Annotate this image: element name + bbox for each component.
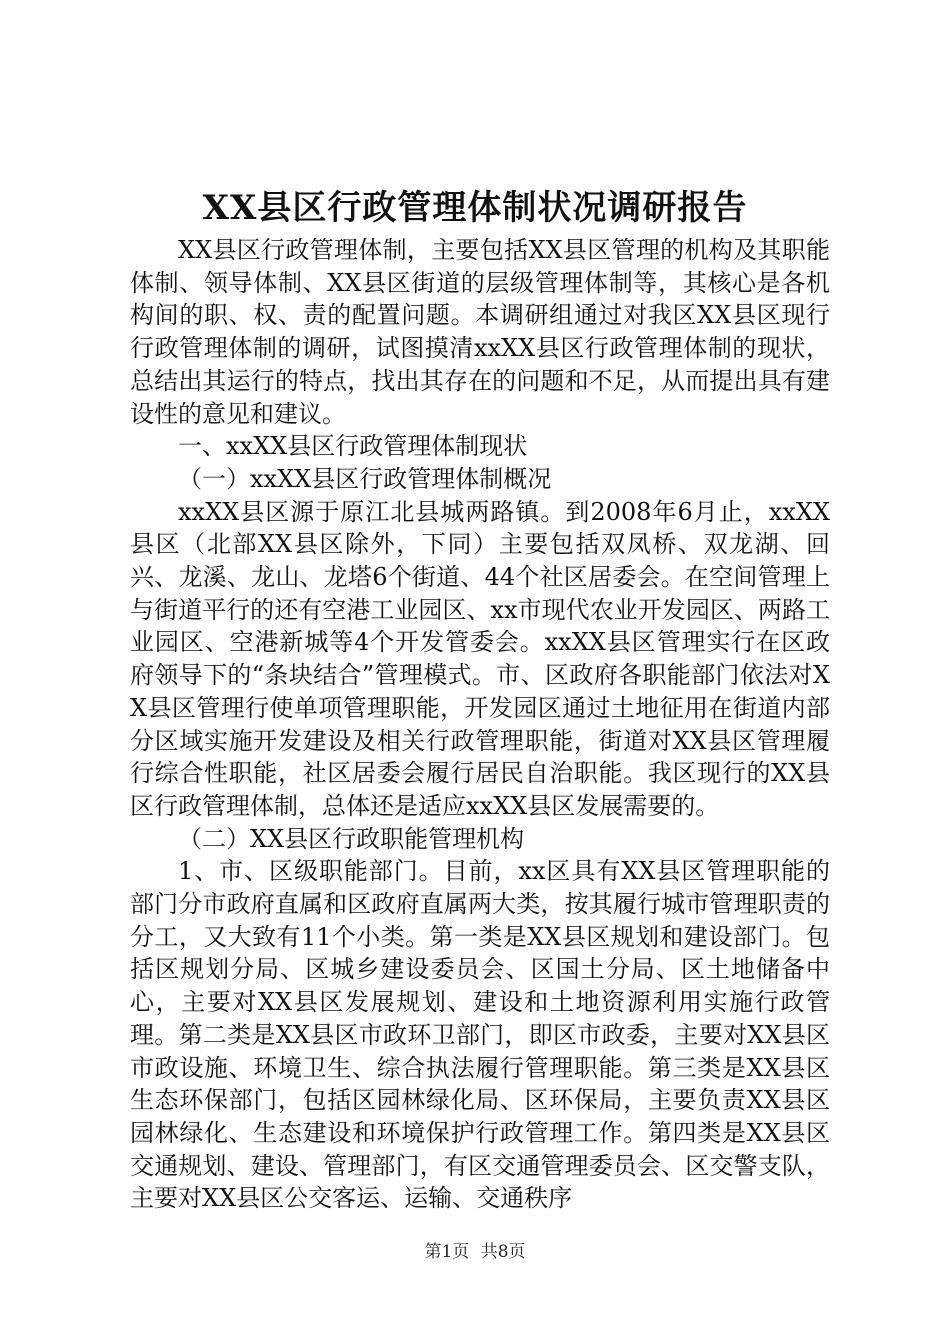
section-heading-1: 一、xxXX县区行政管理体制现状 [178,432,528,461]
page-footer: 第1页 共8页 [424,1242,526,1262]
overview-paragraph: xxXX县区源于原江北县城两路镇。到2008年6月止，xxXX县区（北部XX县区除外，下同）主要包括双凤桥、双龙湖、回兴、龙溪、龙山、龙塔6个街道、44个社区居委会。在空间管理上与街道平行的还有空港工业园区、xx市现代农业开发园区、两路工业园区、空港新城等4个开发管委会。xxXX县区管理实行在区政府领导下的“条块结合”管理模式。市、区政府各职能部门依法对XX县区管理行使单项管理职能，开发园区通过土地征用在街道内部分区域实施开发建设及相关行政管理职能，街道对XX县区管理履行综合性职能，社区居委会履行居民自治职能。我区现行的XX县区行政管理体制，总体还是适应xxXX县区发展需要的。 [130,497,830,820]
document-body [130,234,830,1215]
subsection-heading-2: （二）XX县区行政职能管理机构 [178,824,525,853]
intro-paragraph: XX县区行政管理体制，主要包括XX县区管理的机构及其职能体制、领导体制、XX县区街道的层级管理体制等，其核心是各机构间的职、权、责的配置问题。本调研组通过对我区XX县区现行行政管理体制的调研，试图摸清xxXX县区行政管理体制的现状，总结出其运行的特点，找出其存在的问题和不足，从而提出具有建设性的意见和建议。 [130,236,830,428]
departments-paragraph: 1、市、区级职能部门。目前，xx区具有XX县区管理职能的部门分市政府直属和区政府直属两大类，按其履行城市管理职责的分工，又大致有11个小类。第一类是XX县区规划和建设部门。包括区规划分局、区城乡建设委员会、区国土分局、区土地储备中心，主要对XX县区发展规划、建设和土地资源利用实施行政管理。第二类是XX县区市政环卫部门，即区市政委，主要对XX县区市政设施、环境卫生、综合执法履行管理职能。第三类是XX县区生态环保部门，包括区园林绿化局、区环保局，主要负责XX县区园林绿化、生态建设和环境保护行政管理工作。第四类是XX县区交通规划、建设、管理部门，有区交通管理委员会、区交警支队，主要对XX县区公交客运、运输、交通秩序 [130,857,830,1213]
document-title: XX县区行政管理体制状况调研报告 [202,188,748,228]
subsection-heading-1: （一）xxXX县区行政管理体制概况 [178,464,552,493]
